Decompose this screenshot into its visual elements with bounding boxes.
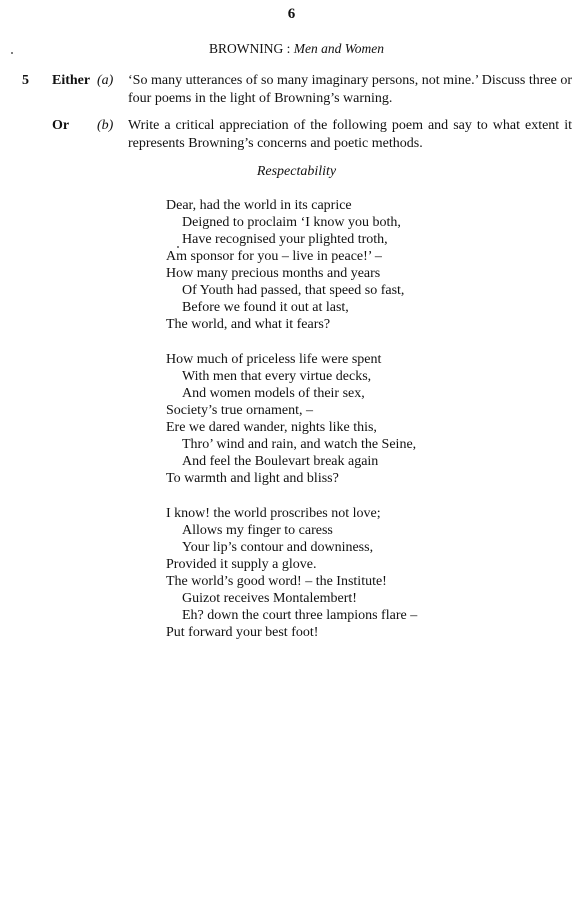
poem-line: Dear, had the world in its caprice bbox=[166, 198, 352, 213]
poem-line: Guizot receives Montalembert! bbox=[182, 591, 357, 606]
poem-line: Thro’ wind and rain, and watch the Seine, bbox=[182, 437, 417, 452]
poem-line: With men that every virtue decks, bbox=[182, 369, 372, 384]
poem-line: Provided it supply a glove. bbox=[166, 557, 317, 572]
stanza bbox=[166, 351, 417, 487]
part-a-label: (a) bbox=[97, 73, 114, 88]
poem-line: Deigned to proclaim ‘I know you both, bbox=[182, 215, 401, 230]
poem-line: I know! the world proscribes not love; bbox=[166, 506, 381, 521]
part-a-text: ‘So many utterances of so many imaginary persons, not mine.’ Discuss three or four poems in the light of Browning’s warning. bbox=[128, 73, 572, 106]
poem-line: How much of priceless life were spent bbox=[166, 352, 382, 367]
poem-line: How many precious months and years bbox=[166, 266, 381, 281]
either-label: Either bbox=[52, 73, 91, 88]
poem-line: Put forward your best foot! bbox=[166, 625, 319, 640]
stanza bbox=[166, 505, 417, 641]
stanza bbox=[166, 197, 417, 333]
poem-line: Ere we dared wander, nights like this, bbox=[166, 420, 377, 435]
page-number: 6 bbox=[287, 6, 296, 22]
section-work: Men and Women bbox=[293, 41, 384, 56]
poem-line: To warmth and light and bliss? bbox=[166, 471, 339, 486]
scan-mark-dot bbox=[177, 246, 179, 248]
poem-line: And feel the Boulevart break again bbox=[182, 454, 379, 469]
poem-line: And women models of their sex, bbox=[182, 386, 365, 401]
part-b-text: Write a critical appreciation of the following poem and say to what extent it represents Browning’s concerns and poetic methods. bbox=[128, 118, 572, 151]
or-label: Or bbox=[52, 118, 70, 133]
poem-line: Allows my finger to caress bbox=[182, 523, 333, 538]
poem-body bbox=[166, 197, 417, 659]
poem-line: Eh? down the court three lampions flare – bbox=[182, 608, 418, 623]
poem-line: Your lip’s contour and downiness, bbox=[182, 540, 374, 555]
part-b-label: (b) bbox=[97, 118, 114, 133]
poem-line: Society’s true ornament, – bbox=[166, 403, 313, 418]
poem-line: The world’s good word! – the Institute! bbox=[166, 574, 387, 589]
poem-line: Am sponsor for you – live in peace!’ – bbox=[166, 249, 382, 264]
poem-line: The world, and what it fears? bbox=[166, 317, 331, 332]
section-title bbox=[0, 41, 583, 57]
poem-title: Respectability bbox=[256, 164, 337, 179]
section-author: BROWNING : bbox=[209, 41, 291, 56]
poem-line: Have recognised your plighted troth, bbox=[182, 232, 388, 247]
poem-line: Before we found it out at last, bbox=[182, 300, 349, 315]
question-number: 5 bbox=[22, 73, 29, 88]
scan-mark-dot bbox=[11, 52, 13, 54]
poem-line: Of Youth had passed, that speed so fast, bbox=[182, 283, 405, 298]
